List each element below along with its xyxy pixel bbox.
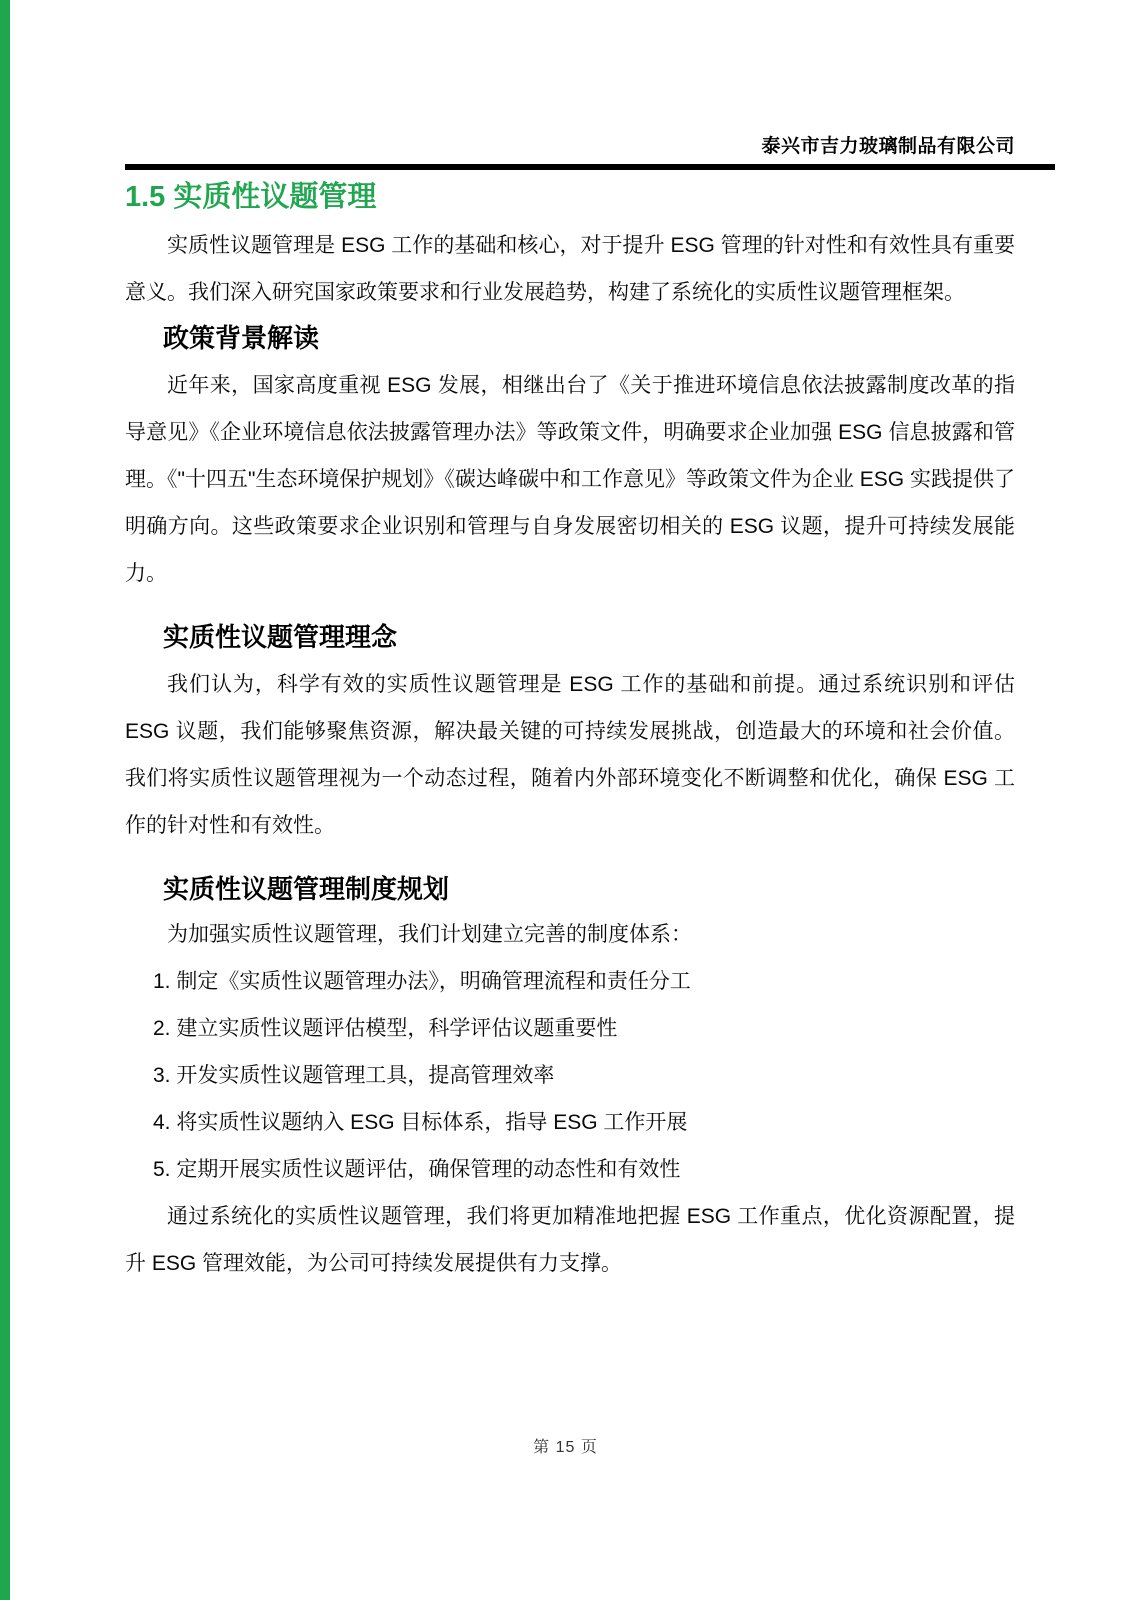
list-item: 2. 建立实质性议题评估模型，科学评估议题重要性 [153,1017,618,1040]
section-body-policy: 近年来，国家高度重视 ESG 发展，相继出台了《关于推进环境信息依法披露制度改革的指导意见》《企业环境信息依法披露管理办法》等政策文件，明确要求企业加强 ESG 信息披露和管理。《"十四五"生态环境保护规划》《碳达峰碳中和工作意见》等政策文件为企业 ESG 实践提供了明确方向。这些政策要求企业识别和管理与自身发展密切相关的 ESG 议题，提升可持续发展能力。 [125,374,1015,585]
section-heading-planning: 实质性议题管理制度规划 [163,874,450,904]
page-number: 第 15 页 [533,1439,598,1456]
list-item: 4. 将实质性议题纳入 ESG 目标体系，指导 ESG 工作开展 [153,1111,688,1134]
section-body-philosophy: 我们认为，科学有效的实质性议题管理是 ESG 工作的基础和前提。通过系统识别和评估 ESG 议题，我们能够聚焦资源，解决最关键的可持续发展挑战，创造最大的环境和社会价值。我们将实质性议题管理视为一个动态过程，随着内外部环境变化不断调整和优化，确保 ESG 工作的针对性和有效性。 [125,673,1015,837]
planning-list [125,958,1015,1193]
list-item: 1. 制定《实质性议题管理办法》，明确管理流程和责任分工 [153,970,691,993]
left-accent-bar [0,0,10,1600]
header-rule [125,164,1055,170]
section-heading-policy: 政策背景解读 [163,323,320,353]
page-title: 1.5 实质性议题管理 [125,181,377,213]
section-heading-philosophy: 实质性议题管理理念 [163,622,398,652]
header-company-name: 泰兴市吉力玻璃制品有限公司 [761,136,1015,157]
closing-paragraph: 通过系统化的实质性议题管理，我们将更加精准地把握 ESG 工作重点，优化资源配置，提升 ESG 管理效能，为公司可持续发展提供有力支撑。 [125,1205,1015,1275]
intro-paragraph: 实质性议题管理是 ESG 工作的基础和核心，对于提升 ESG 管理的针对性和有效性具有重要意义。我们深入研究国家政策要求和行业发展趋势，构建了系统化的实质性议题管理框架。 [125,234,1015,304]
list-item: 5. 定期开展实质性议题评估，确保管理的动态性和有效性 [153,1158,681,1181]
list-item: 3. 开发实质性议题管理工具，提高管理效率 [153,1064,555,1087]
planning-lead-paragraph: 为加强实质性议题管理，我们计划建立完善的制度体系： [167,923,692,946]
page-content [125,0,1015,1287]
